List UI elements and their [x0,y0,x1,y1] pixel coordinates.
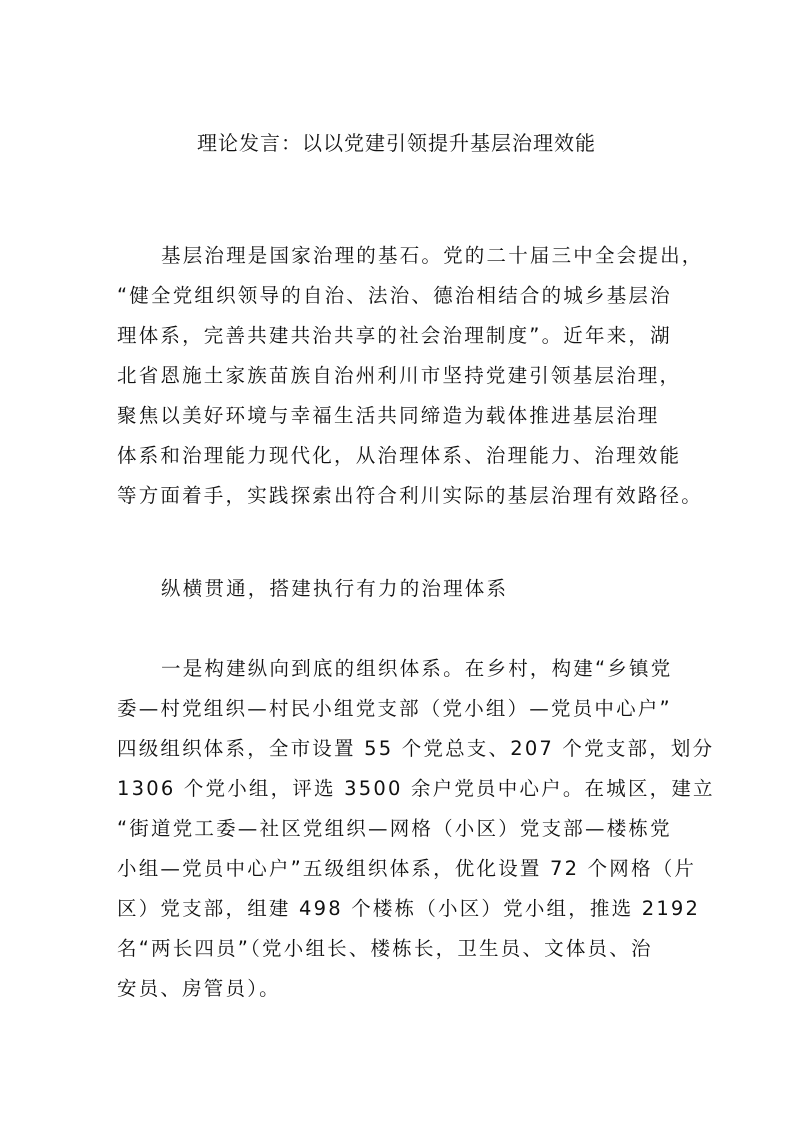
paragraph-line: 委—村党组织—村民小组党支部（党小组）—党员中心户” [117,697,672,720]
paragraph-line: 1306 个党小组，评选 3500 余户党员中心户。在城区，建立 [117,777,715,800]
paragraph-line: “街道党工委—社区党组织—网格（小区）党支部—楼栋党 [117,817,672,840]
paragraph-line: 区）党支部，组建 498 个楼栋（小区）党小组，推选 2192 [117,897,701,920]
paragraph-line: 聚焦以美好环境与幸福生活共同缔造为载体推进基层治理 [117,404,660,427]
paragraph-line: 名“两长四员”（党小组长、楼栋长，卫生员、文体员、治 [117,937,653,960]
paragraph-line: 体系和治理能力现代化，从治理体系、治理能力、治理效能 [117,444,682,467]
paragraph-line: 北省恩施土家族苗族自治州利川市坚持党建引领基层治理， [117,364,682,387]
paragraph-line: 安员、房管员）。 [117,977,281,1000]
body-paragraph [117,649,715,1009]
paragraph-line: 四级组织体系，全市设置 55 个党总支、207 个党支部，划分 [117,737,715,760]
paragraph-line: 等方面着手，实践探索出符合利川实际的基层治理有效路径。 [117,484,703,507]
intro-paragraph [117,236,704,516]
document-title: 理论发言：以以党建引领提升基层治理效能 [197,131,596,155]
paragraph-line: 一是构建纵向到底的组织体系。在乡村，构建“乡镇党 [161,657,673,680]
section-heading-text: 纵横贯通，搭建执行有力的治理体系 [161,577,509,600]
paragraph-line: 小组—党员中心户”五级组织体系，优化设置 72 个网格（片 [117,857,697,880]
paragraph-line: 理体系，完善共建共治共享的社会治理制度”。近年来，湖 [117,324,672,347]
paragraph-line: “健全党组织领导的自治、法治、德治相结合的城乡基层治 [117,284,672,307]
paragraph-line: 基层治理是国家治理的基石。党的二十届三中全会提出， [161,244,704,267]
section-heading [117,569,687,609]
